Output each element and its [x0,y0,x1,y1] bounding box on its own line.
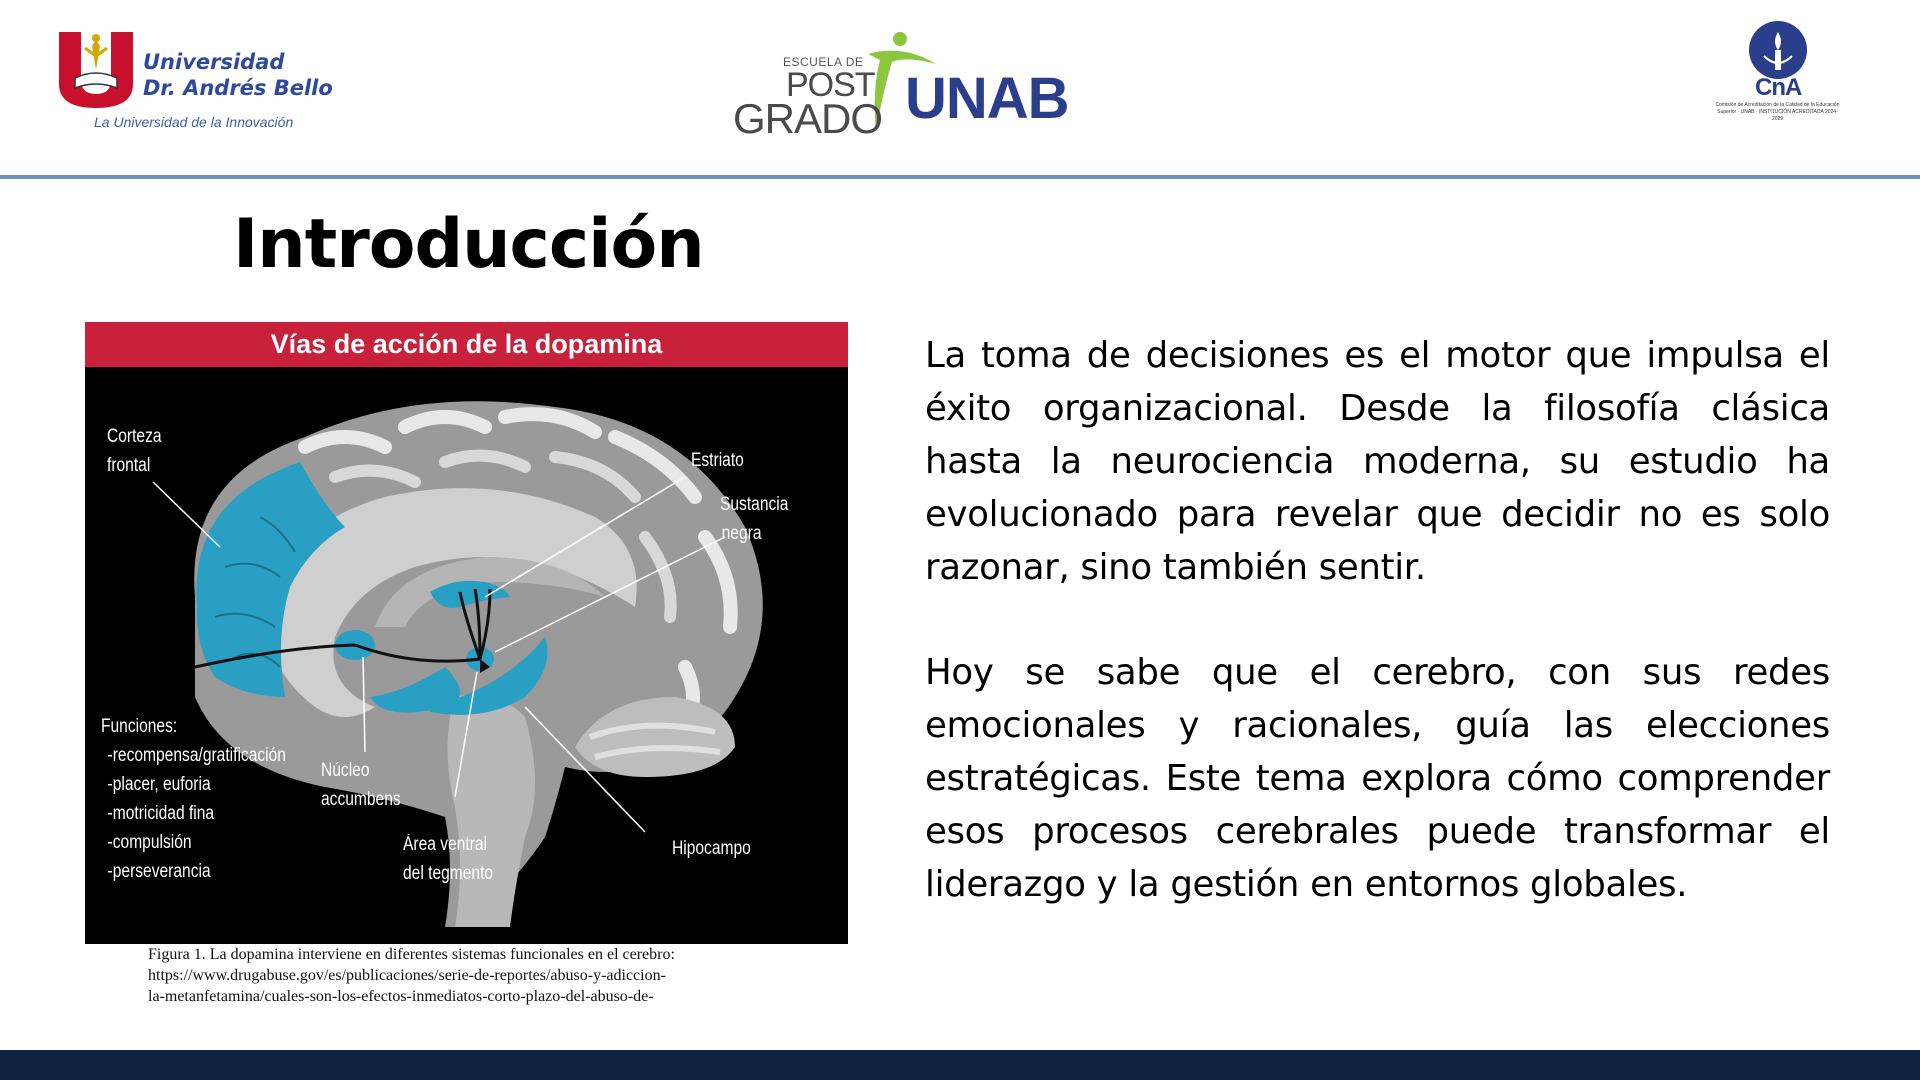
dopamine-figure [85,322,848,944]
label-corteza-frontal: Corteza frontal [107,426,162,476]
slide-title: Introducción [233,205,704,284]
label-nucleo-accumbens: Núcleo accumbens [321,760,401,810]
caption-link-line: la-metanfetamina/cuales-son-los-efectos-inmediatos-corto-plazo-del-abuso-de- [148,988,654,1005]
university-logo [57,28,357,138]
header-divider [0,175,1920,179]
university-name-line1: Universidad [143,50,285,74]
accreditation-fine-print: Comisión de Acreditación de la Calidad de la Educación Superior · UNAB · INSTITUCIÓN ACREDITADA 2024-2029 [1715,102,1840,122]
slide-footer-bar [0,1050,1920,1080]
figure-banner: Vías de acción de la dopamina [85,322,848,367]
postgrado-brand-text: UNAB [905,66,1069,131]
postgrado-small-text: ESCUELA DE [783,55,864,69]
university-crest-icon [57,28,135,110]
postgrado-post-text: POST [786,66,875,104]
caption-link-line: https://www.drugabuse.gov/es/publicaciones/serie-de-reportes/abuso-y-adiccion- [148,967,666,984]
slide-header [0,0,1920,175]
accreditation-torch-icon [1748,20,1808,80]
accreditation-logo [1715,16,1840,141]
accreditation-mark: CnA [1755,74,1802,101]
postgrado-logo [733,30,1083,140]
university-tagline: La Universidad de la Innovación [94,114,294,130]
label-area-ventral: Área ventral del tegmento [403,834,494,884]
brainstem [448,695,536,928]
paragraph-1: La toma de decisiones es el motor que impulsa el éxito organizacional. Desde la filosofía clásica hasta la neurociencia moderna, su estudio ha evolucionado para revelar que decidir no es solo razonar, sino también sentir. [925,335,1830,588]
label-estriato: Estriato [691,450,744,471]
body-text [925,329,1830,963]
postgrado-grado-text: GRADO [733,95,883,142]
figure-caption [148,944,828,1007]
label-funciones: Funciones: -recompensa/gratificación -placer, euforia -motricidad fina -compulsión -perseverancia [101,716,286,882]
paragraph-2: Hoy se sabe que el cerebro, con sus redes emocionales y racionales, guía las elecciones estratégicas. Este tema explora cómo comprender esos procesos cerebrales puede transformar el liderazgo y la gestión en entornos globales. [925,652,1830,905]
label-hipocampo: Hipocampo [672,838,751,859]
caption-line: Figura 1. La dopamina interviene en diferentes sistemas funcionales en el cerebro: [148,946,675,963]
university-name-line2: Dr. Andrés Bello [143,76,333,100]
label-sustancia-negra: Sustancia negra [720,494,789,544]
